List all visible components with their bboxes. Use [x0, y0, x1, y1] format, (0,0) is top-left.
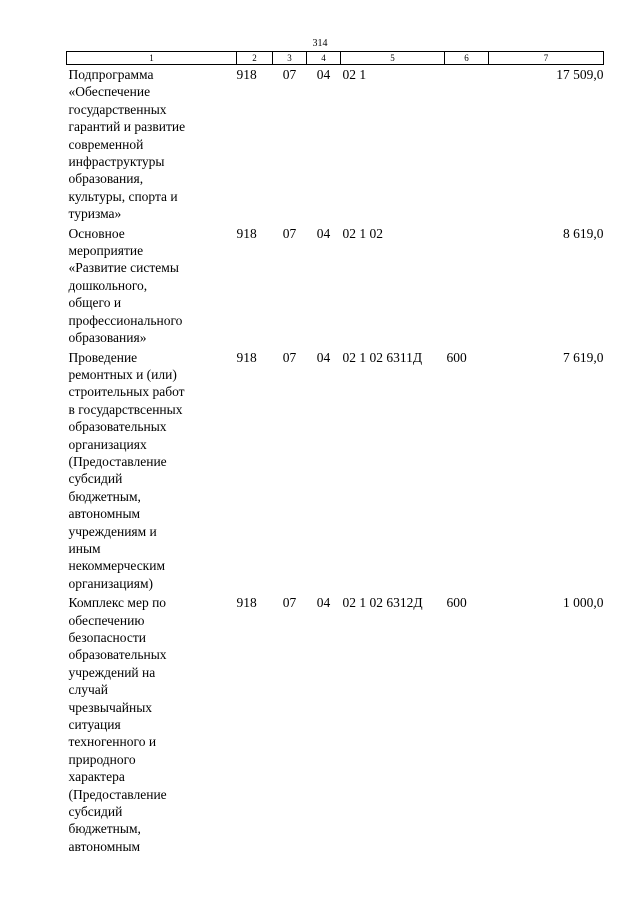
row-target-article: 02 1 02	[342, 225, 383, 241]
row-name-line: автономным	[68, 506, 141, 522]
row-name	[67, 348, 237, 594]
row-subsection: 04	[316, 349, 331, 365]
row-target-article: 02 1	[342, 67, 367, 82]
row-section: 07	[282, 595, 297, 611]
header-row	[67, 52, 604, 65]
row-expense-type: 600	[446, 595, 467, 611]
row-name-line: образовательных	[68, 419, 167, 435]
budget-table	[66, 51, 604, 856]
row-name-line: организациях	[68, 436, 147, 452]
header-col-3: 3	[273, 52, 307, 65]
row-subsection: 04	[316, 225, 331, 241]
row-name-line: некоммерческим	[68, 558, 166, 574]
table-row	[67, 65, 604, 224]
row-subsection: 04	[316, 595, 331, 611]
table-body	[67, 65, 604, 857]
row-name-line: бюджетным,	[68, 821, 141, 837]
header-col-6: 6	[445, 52, 489, 65]
row-name-line: организациям)	[68, 575, 154, 591]
table-header	[67, 52, 604, 65]
row-name-line: гарантий и развитие	[68, 119, 186, 135]
row-name-line: учреждениям и	[68, 523, 157, 539]
row-name-line: Проведение	[68, 349, 138, 365]
row-name-line: субсидий	[68, 804, 123, 820]
row-subsection: 04	[316, 67, 331, 82]
row-name	[67, 224, 237, 348]
row-name-line: (Предоставление	[68, 786, 167, 802]
row-name-line: иным	[68, 540, 101, 556]
row-name-line: чрезвычайных	[68, 699, 153, 715]
row-name-line: природного	[68, 751, 136, 767]
row-name-line: дошкольного,	[68, 277, 148, 293]
row-target-article: 02 1 02 6312Д	[342, 595, 423, 611]
row-amount: 8 619,0	[563, 225, 604, 241]
row-name-line: государственных	[68, 101, 167, 117]
row-name-line: строительных работ	[68, 384, 185, 400]
row-name-line: образования,	[68, 171, 144, 187]
row-name-line: образовательных	[68, 647, 167, 663]
row-name-line: безопасности	[68, 630, 146, 645]
row-name-line: случай	[68, 682, 108, 698]
row-name	[67, 593, 237, 856]
row-name-line: в государствсенных	[68, 401, 183, 417]
row-name-line: Основное	[68, 225, 125, 241]
row-expense-type	[445, 65, 489, 224]
row-name-line: образования»	[68, 330, 147, 346]
row-grbs: 918	[236, 595, 257, 611]
row-name-line: мероприятие	[68, 243, 144, 259]
row-name-line: техногенного и	[68, 734, 157, 750]
row-target-article: 02 1 02 6311Д	[342, 349, 423, 365]
row-name-line: субсидий	[68, 471, 123, 487]
row-amount: 17 509,0	[556, 67, 604, 82]
row-name-line: автономным	[68, 838, 141, 854]
table-row	[67, 593, 604, 856]
row-name-line: бюджетным,	[68, 488, 141, 504]
row-name	[67, 65, 237, 224]
header-col-5: 5	[341, 52, 445, 65]
row-section: 07	[282, 67, 297, 82]
row-amount: 1 000,0	[563, 595, 604, 611]
row-name-line: современной	[68, 136, 144, 152]
row-expense-type	[445, 224, 489, 348]
page-number: 314	[312, 38, 328, 49]
row-grbs: 918	[236, 225, 257, 241]
row-name-line: культуры, спорта и	[68, 188, 178, 204]
row-name-line: ремонтных и (или)	[68, 366, 177, 382]
row-expense-type: 600	[446, 349, 467, 365]
table-row	[67, 348, 604, 594]
row-name-line: (Предоставление	[68, 453, 167, 469]
row-section: 07	[282, 349, 297, 365]
row-name-line: обеспечению	[68, 612, 145, 628]
row-name-line: учреждений на	[68, 664, 156, 680]
header-col-1: 1	[67, 52, 237, 65]
row-name-line: Подпрограмма	[68, 67, 154, 82]
row-name-line: общего и	[68, 295, 122, 311]
header-col-4: 4	[307, 52, 341, 65]
row-section: 07	[282, 225, 297, 241]
row-grbs: 918	[236, 67, 257, 82]
row-name-line: «Развитие системы	[68, 260, 179, 276]
row-name-line: «Обеспечение	[68, 84, 151, 100]
row-name-line: профессионального	[68, 312, 183, 328]
row-grbs: 918	[236, 349, 257, 365]
row-name-line: инфраструктуры	[68, 154, 165, 170]
table-row	[67, 224, 604, 348]
header-col-2: 2	[237, 52, 273, 65]
row-name-line: туризма»	[68, 206, 122, 222]
row-amount: 7 619,0	[563, 349, 604, 365]
header-col-7: 7	[489, 52, 604, 65]
row-name-line: Комплекс мер по	[68, 595, 167, 611]
row-name-line: ситуация	[68, 717, 121, 733]
row-name-line: характера	[68, 769, 125, 785]
